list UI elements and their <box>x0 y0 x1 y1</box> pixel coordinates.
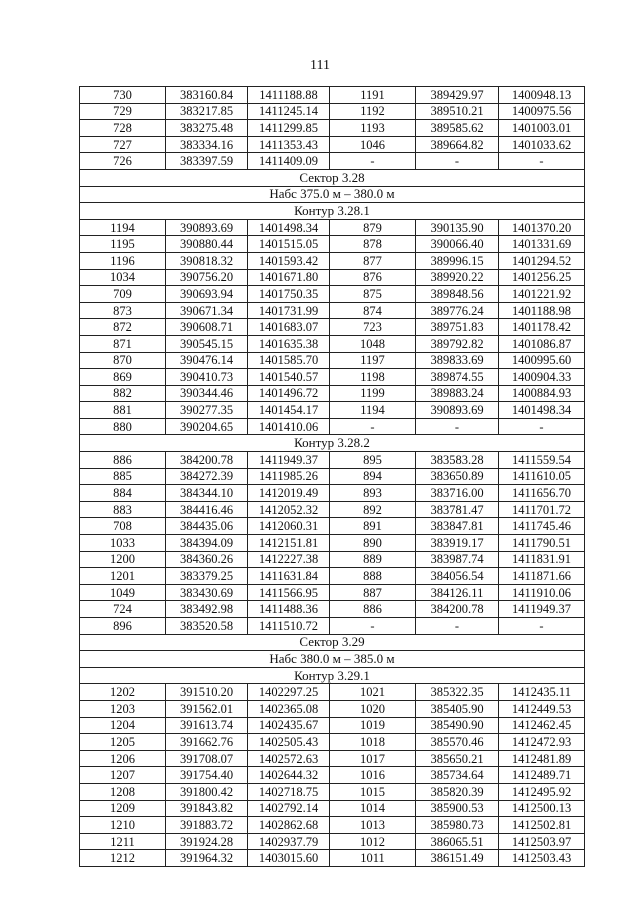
y-coordinate-right: 1401331.69 <box>499 236 585 253</box>
point-number-left: 1034 <box>80 269 166 286</box>
y-coordinate-left: 1412060.31 <box>248 518 330 535</box>
table-row <box>80 319 585 336</box>
point-number-right: 1020 <box>330 700 416 717</box>
point-number-left: 1204 <box>80 717 166 734</box>
y-coordinate-right: 1412502.81 <box>499 817 585 834</box>
table-row <box>80 286 585 303</box>
section-header: Набс 380.0 м – 385.0 м <box>80 651 585 668</box>
section-header: Контур 3.29.1 <box>80 667 585 684</box>
point-number-left: 871 <box>80 335 166 352</box>
y-coordinate-left: 1402572.63 <box>248 750 330 767</box>
section-header: Контур 3.28.1 <box>80 203 585 220</box>
point-number-right: 1013 <box>330 817 416 834</box>
y-coordinate-left: 1411353.43 <box>248 136 330 153</box>
table-row <box>80 302 585 319</box>
y-coordinate-left: 1403015.60 <box>248 850 330 867</box>
point-number-left: 730 <box>80 87 166 104</box>
section-header: Контур 3.28.2 <box>80 435 585 452</box>
x-coordinate-left: 391964.32 <box>166 850 248 867</box>
table-row <box>80 551 585 568</box>
table-row <box>80 684 585 701</box>
point-number-left: 1211 <box>80 833 166 850</box>
x-coordinate-right: 389920.22 <box>416 269 499 286</box>
y-coordinate-right: 1401294.52 <box>499 252 585 269</box>
y-coordinate-left: 1401635.38 <box>248 335 330 352</box>
y-coordinate-right: 1412489.71 <box>499 767 585 784</box>
y-coordinate-right: - <box>499 418 585 435</box>
table-row <box>80 120 585 137</box>
y-coordinate-right: 1411610.05 <box>499 468 585 485</box>
y-coordinate-right: 1401256.25 <box>499 269 585 286</box>
x-coordinate-left: 391754.40 <box>166 767 248 784</box>
x-coordinate-right: 384126.11 <box>416 584 499 601</box>
table-row <box>80 817 585 834</box>
x-coordinate-right: 383716.00 <box>416 485 499 502</box>
section-header-row <box>80 651 585 668</box>
point-number-left: 884 <box>80 485 166 502</box>
x-coordinate-right: 385570.46 <box>416 734 499 751</box>
y-coordinate-right: - <box>499 153 585 170</box>
point-number-right: 888 <box>330 568 416 585</box>
y-coordinate-left: 1401496.72 <box>248 385 330 402</box>
point-number-right: 876 <box>330 269 416 286</box>
x-coordinate-left: 391562.01 <box>166 700 248 717</box>
section-header-row <box>80 667 585 684</box>
y-coordinate-left: 1412019.49 <box>248 485 330 502</box>
y-coordinate-left: 1411409.09 <box>248 153 330 170</box>
y-coordinate-left: 1401671.80 <box>248 269 330 286</box>
y-coordinate-left: 1411631.84 <box>248 568 330 585</box>
coordinates-table <box>79 86 585 867</box>
y-coordinate-left: 1402792.14 <box>248 800 330 817</box>
point-number-right: 1017 <box>330 750 416 767</box>
point-number-left: 728 <box>80 120 166 137</box>
section-header: Сектор 3.28 <box>80 169 585 186</box>
table-row <box>80 468 585 485</box>
x-coordinate-right: 389833.69 <box>416 352 499 369</box>
x-coordinate-left: 390204.65 <box>166 418 248 435</box>
table-row <box>80 618 585 635</box>
x-coordinate-left: 390410.73 <box>166 369 248 386</box>
x-coordinate-left: 383379.25 <box>166 568 248 585</box>
y-coordinate-left: 1402644.32 <box>248 767 330 784</box>
y-coordinate-right: 1411910.06 <box>499 584 585 601</box>
x-coordinate-right: 389664.82 <box>416 136 499 153</box>
table-row <box>80 783 585 800</box>
point-number-left: 882 <box>80 385 166 402</box>
x-coordinate-left: 383334.16 <box>166 136 248 153</box>
table-row <box>80 601 585 618</box>
y-coordinate-right: 1412472.93 <box>499 734 585 751</box>
table-row <box>80 236 585 253</box>
point-number-left: 1049 <box>80 584 166 601</box>
x-coordinate-right: 390135.90 <box>416 219 499 236</box>
table-row <box>80 153 585 170</box>
table-row <box>80 385 585 402</box>
point-number-left: 872 <box>80 319 166 336</box>
x-coordinate-left: 384272.39 <box>166 468 248 485</box>
point-number-right: 893 <box>330 485 416 502</box>
table-row <box>80 269 585 286</box>
x-coordinate-right: - <box>416 618 499 635</box>
y-coordinate-right: 1411701.72 <box>499 501 585 518</box>
x-coordinate-right: 385820.39 <box>416 783 499 800</box>
table-row <box>80 485 585 502</box>
y-coordinate-right: 1412503.43 <box>499 850 585 867</box>
point-number-left: 886 <box>80 452 166 469</box>
table-row <box>80 734 585 751</box>
x-coordinate-right: 383847.81 <box>416 518 499 535</box>
x-coordinate-left: 391613.74 <box>166 717 248 734</box>
point-number-right: 889 <box>330 551 416 568</box>
x-coordinate-right: 384200.78 <box>416 601 499 618</box>
x-coordinate-right: 389510.21 <box>416 103 499 120</box>
x-coordinate-right: 385734.64 <box>416 767 499 784</box>
table-row <box>80 800 585 817</box>
y-coordinate-left: 1401515.05 <box>248 236 330 253</box>
point-number-right: 1015 <box>330 783 416 800</box>
y-coordinate-left: 1401585.70 <box>248 352 330 369</box>
section-header-row <box>80 634 585 651</box>
point-number-left: 870 <box>80 352 166 369</box>
x-coordinate-right: 390066.40 <box>416 236 499 253</box>
y-coordinate-right: 1401178.42 <box>499 319 585 336</box>
x-coordinate-right: 385405.90 <box>416 700 499 717</box>
y-coordinate-left: 1411985.26 <box>248 468 330 485</box>
point-number-left: 1195 <box>80 236 166 253</box>
point-number-right: 1197 <box>330 352 416 369</box>
x-coordinate-right: 389874.55 <box>416 369 499 386</box>
x-coordinate-right: 383919.17 <box>416 535 499 552</box>
point-number-left: 1208 <box>80 783 166 800</box>
x-coordinate-left: 390344.46 <box>166 385 248 402</box>
y-coordinate-right: 1411831.91 <box>499 551 585 568</box>
point-number-left: 726 <box>80 153 166 170</box>
table-row <box>80 750 585 767</box>
x-coordinate-right: 389751.83 <box>416 319 499 336</box>
y-coordinate-left: 1411949.37 <box>248 452 330 469</box>
table-row <box>80 700 585 717</box>
y-coordinate-left: 1401498.34 <box>248 219 330 236</box>
point-number-right: 1016 <box>330 767 416 784</box>
y-coordinate-left: 1401731.99 <box>248 302 330 319</box>
point-number-right: - <box>330 618 416 635</box>
point-number-left: 1196 <box>80 252 166 269</box>
x-coordinate-right: 383650.89 <box>416 468 499 485</box>
x-coordinate-left: 390893.69 <box>166 219 248 236</box>
table-row <box>80 87 585 104</box>
point-number-right: 1199 <box>330 385 416 402</box>
x-coordinate-right: 385980.73 <box>416 817 499 834</box>
point-number-left: 1203 <box>80 700 166 717</box>
point-number-left: 724 <box>80 601 166 618</box>
y-coordinate-right: - <box>499 618 585 635</box>
y-coordinate-left: 1402862.68 <box>248 817 330 834</box>
x-coordinate-left: 390608.71 <box>166 319 248 336</box>
y-coordinate-left: 1411488.36 <box>248 601 330 618</box>
y-coordinate-left: 1412052.32 <box>248 501 330 518</box>
point-number-right: 1011 <box>330 850 416 867</box>
x-coordinate-left: 383520.58 <box>166 618 248 635</box>
x-coordinate-right: 389429.97 <box>416 87 499 104</box>
x-coordinate-right: 385322.35 <box>416 684 499 701</box>
y-coordinate-right: 1412462.45 <box>499 717 585 734</box>
point-number-right: 1193 <box>330 120 416 137</box>
x-coordinate-left: 391883.72 <box>166 817 248 834</box>
x-coordinate-left: 384360.26 <box>166 551 248 568</box>
point-number-right: 875 <box>330 286 416 303</box>
page-number: 111 <box>310 58 330 73</box>
y-coordinate-right: 1401033.62 <box>499 136 585 153</box>
point-number-right: 1018 <box>330 734 416 751</box>
x-coordinate-right: 383781.47 <box>416 501 499 518</box>
point-number-left: 1033 <box>80 535 166 552</box>
table-row <box>80 219 585 236</box>
y-coordinate-right: 1400948.13 <box>499 87 585 104</box>
point-number-right: 1021 <box>330 684 416 701</box>
point-number-left: 873 <box>80 302 166 319</box>
x-coordinate-right: 383987.74 <box>416 551 499 568</box>
point-number-right: 894 <box>330 468 416 485</box>
y-coordinate-right: 1401221.92 <box>499 286 585 303</box>
point-number-right: 1191 <box>330 87 416 104</box>
table-row <box>80 402 585 419</box>
x-coordinate-left: 383160.84 <box>166 87 248 104</box>
point-number-right: 723 <box>330 319 416 336</box>
table-row <box>80 418 585 435</box>
point-number-left: 880 <box>80 418 166 435</box>
point-number-left: 727 <box>80 136 166 153</box>
x-coordinate-left: 391662.76 <box>166 734 248 751</box>
table-row <box>80 335 585 352</box>
y-coordinate-right: 1411949.37 <box>499 601 585 618</box>
y-coordinate-left: 1401454.17 <box>248 402 330 419</box>
x-coordinate-left: 391843.82 <box>166 800 248 817</box>
table-row <box>80 833 585 850</box>
table-row <box>80 452 585 469</box>
point-number-left: 1200 <box>80 551 166 568</box>
point-number-right: 895 <box>330 452 416 469</box>
point-number-left: 896 <box>80 618 166 635</box>
y-coordinate-right: 1401003.01 <box>499 120 585 137</box>
coordinates-table-body <box>80 87 585 867</box>
x-coordinate-left: 384435.06 <box>166 518 248 535</box>
point-number-right: 892 <box>330 501 416 518</box>
point-number-right: 1194 <box>330 402 416 419</box>
x-coordinate-right: 386151.49 <box>416 850 499 867</box>
x-coordinate-left: 391800.42 <box>166 783 248 800</box>
y-coordinate-left: 1402505.43 <box>248 734 330 751</box>
point-number-left: 1209 <box>80 800 166 817</box>
table-row <box>80 136 585 153</box>
point-number-right: 874 <box>330 302 416 319</box>
y-coordinate-left: 1402937.79 <box>248 833 330 850</box>
y-coordinate-right: 1400975.56 <box>499 103 585 120</box>
y-coordinate-left: 1401683.07 <box>248 319 330 336</box>
x-coordinate-right: - <box>416 418 499 435</box>
point-number-left: 1194 <box>80 219 166 236</box>
x-coordinate-left: 390818.32 <box>166 252 248 269</box>
point-number-left: 881 <box>80 402 166 419</box>
table-row <box>80 584 585 601</box>
x-coordinate-right: 385900.53 <box>416 800 499 817</box>
y-coordinate-right: 1400995.60 <box>499 352 585 369</box>
point-number-right: 878 <box>330 236 416 253</box>
x-coordinate-right: 389996.15 <box>416 252 499 269</box>
y-coordinate-left: 1411188.88 <box>248 87 330 104</box>
y-coordinate-right: 1412481.89 <box>499 750 585 767</box>
y-coordinate-left: 1412151.81 <box>248 535 330 552</box>
y-coordinate-right: 1411656.70 <box>499 485 585 502</box>
point-number-right: 1046 <box>330 136 416 153</box>
y-coordinate-right: 1411790.51 <box>499 535 585 552</box>
table-row <box>80 850 585 867</box>
table-row <box>80 501 585 518</box>
point-number-left: 1205 <box>80 734 166 751</box>
x-coordinate-right: 389776.24 <box>416 302 499 319</box>
y-coordinate-right: 1412495.92 <box>499 783 585 800</box>
x-coordinate-left: 383217.85 <box>166 103 248 120</box>
y-coordinate-right: 1412435.11 <box>499 684 585 701</box>
y-coordinate-left: 1402718.75 <box>248 783 330 800</box>
x-coordinate-right: 389883.24 <box>416 385 499 402</box>
x-coordinate-left: 390880.44 <box>166 236 248 253</box>
x-coordinate-left: 384394.09 <box>166 535 248 552</box>
x-coordinate-left: 391924.28 <box>166 833 248 850</box>
point-number-right: 1048 <box>330 335 416 352</box>
y-coordinate-right: 1412503.97 <box>499 833 585 850</box>
table-row <box>80 535 585 552</box>
point-number-right: 891 <box>330 518 416 535</box>
x-coordinate-left: 384416.46 <box>166 501 248 518</box>
x-coordinate-right: 385650.21 <box>416 750 499 767</box>
y-coordinate-left: 1402297.25 <box>248 684 330 701</box>
table-row <box>80 252 585 269</box>
x-coordinate-left: 383492.98 <box>166 601 248 618</box>
y-coordinate-right: 1401370.20 <box>499 219 585 236</box>
y-coordinate-right: 1401086.87 <box>499 335 585 352</box>
y-coordinate-left: 1411245.14 <box>248 103 330 120</box>
table-row <box>80 767 585 784</box>
point-number-right: 1012 <box>330 833 416 850</box>
point-number-right: 886 <box>330 601 416 618</box>
x-coordinate-right: 389848.56 <box>416 286 499 303</box>
x-coordinate-right: 389792.82 <box>416 335 499 352</box>
x-coordinate-right: 383583.28 <box>416 452 499 469</box>
y-coordinate-left: 1411566.95 <box>248 584 330 601</box>
point-number-right: 890 <box>330 535 416 552</box>
y-coordinate-left: 1402435.67 <box>248 717 330 734</box>
y-coordinate-left: 1401410.06 <box>248 418 330 435</box>
point-number-left: 885 <box>80 468 166 485</box>
point-number-right: 887 <box>330 584 416 601</box>
y-coordinate-left: 1401750.35 <box>248 286 330 303</box>
table-row <box>80 717 585 734</box>
section-header-row <box>80 203 585 220</box>
point-number-left: 1212 <box>80 850 166 867</box>
x-coordinate-left: 390671.34 <box>166 302 248 319</box>
x-coordinate-left: 383430.69 <box>166 584 248 601</box>
y-coordinate-left: 1411299.85 <box>248 120 330 137</box>
point-number-left: 1206 <box>80 750 166 767</box>
x-coordinate-left: 391708.07 <box>166 750 248 767</box>
x-coordinate-left: 384200.78 <box>166 452 248 469</box>
point-number-left: 729 <box>80 103 166 120</box>
point-number-left: 708 <box>80 518 166 535</box>
point-number-left: 869 <box>80 369 166 386</box>
x-coordinate-left: 390756.20 <box>166 269 248 286</box>
y-coordinate-left: 1401593.42 <box>248 252 330 269</box>
point-number-left: 709 <box>80 286 166 303</box>
point-number-left: 1202 <box>80 684 166 701</box>
x-coordinate-right: 385490.90 <box>416 717 499 734</box>
section-header-row <box>80 435 585 452</box>
section-header: Набс 375.0 м – 380.0 м <box>80 186 585 203</box>
point-number-left: 1210 <box>80 817 166 834</box>
x-coordinate-right: 384056.54 <box>416 568 499 585</box>
point-number-right: - <box>330 153 416 170</box>
y-coordinate-left: 1411510.72 <box>248 618 330 635</box>
point-number-right: 1198 <box>330 369 416 386</box>
x-coordinate-left: 390476.14 <box>166 352 248 369</box>
y-coordinate-right: 1401188.98 <box>499 302 585 319</box>
y-coordinate-right: 1411559.54 <box>499 452 585 469</box>
x-coordinate-left: 390693.94 <box>166 286 248 303</box>
section-header: Сектор 3.29 <box>80 634 585 651</box>
point-number-right: 879 <box>330 219 416 236</box>
table-row <box>80 352 585 369</box>
table-row <box>80 103 585 120</box>
y-coordinate-right: 1401498.34 <box>499 402 585 419</box>
table-row <box>80 568 585 585</box>
point-number-left: 1201 <box>80 568 166 585</box>
x-coordinate-left: 384344.10 <box>166 485 248 502</box>
y-coordinate-right: 1400904.33 <box>499 369 585 386</box>
x-coordinate-left: 390545.15 <box>166 335 248 352</box>
point-number-right: 1192 <box>330 103 416 120</box>
point-number-right: 877 <box>330 252 416 269</box>
y-coordinate-right: 1400884.93 <box>499 385 585 402</box>
x-coordinate-right: - <box>416 153 499 170</box>
x-coordinate-right: 389585.62 <box>416 120 499 137</box>
section-header-row <box>80 186 585 203</box>
y-coordinate-left: 1402365.08 <box>248 700 330 717</box>
point-number-left: 1207 <box>80 767 166 784</box>
x-coordinate-left: 383397.59 <box>166 153 248 170</box>
y-coordinate-right: 1412449.53 <box>499 700 585 717</box>
section-header-row <box>80 169 585 186</box>
x-coordinate-left: 383275.48 <box>166 120 248 137</box>
table-row <box>80 518 585 535</box>
point-number-right: 1019 <box>330 717 416 734</box>
x-coordinate-left: 390277.35 <box>166 402 248 419</box>
y-coordinate-right: 1412500.13 <box>499 800 585 817</box>
point-number-right: 1014 <box>330 800 416 817</box>
x-coordinate-right: 386065.51 <box>416 833 499 850</box>
point-number-left: 883 <box>80 501 166 518</box>
table-row <box>80 369 585 386</box>
y-coordinate-left: 1401540.57 <box>248 369 330 386</box>
y-coordinate-left: 1412227.38 <box>248 551 330 568</box>
x-coordinate-right: 390893.69 <box>416 402 499 419</box>
point-number-right: - <box>330 418 416 435</box>
x-coordinate-left: 391510.20 <box>166 684 248 701</box>
y-coordinate-right: 1411871.66 <box>499 568 585 585</box>
y-coordinate-right: 1411745.46 <box>499 518 585 535</box>
